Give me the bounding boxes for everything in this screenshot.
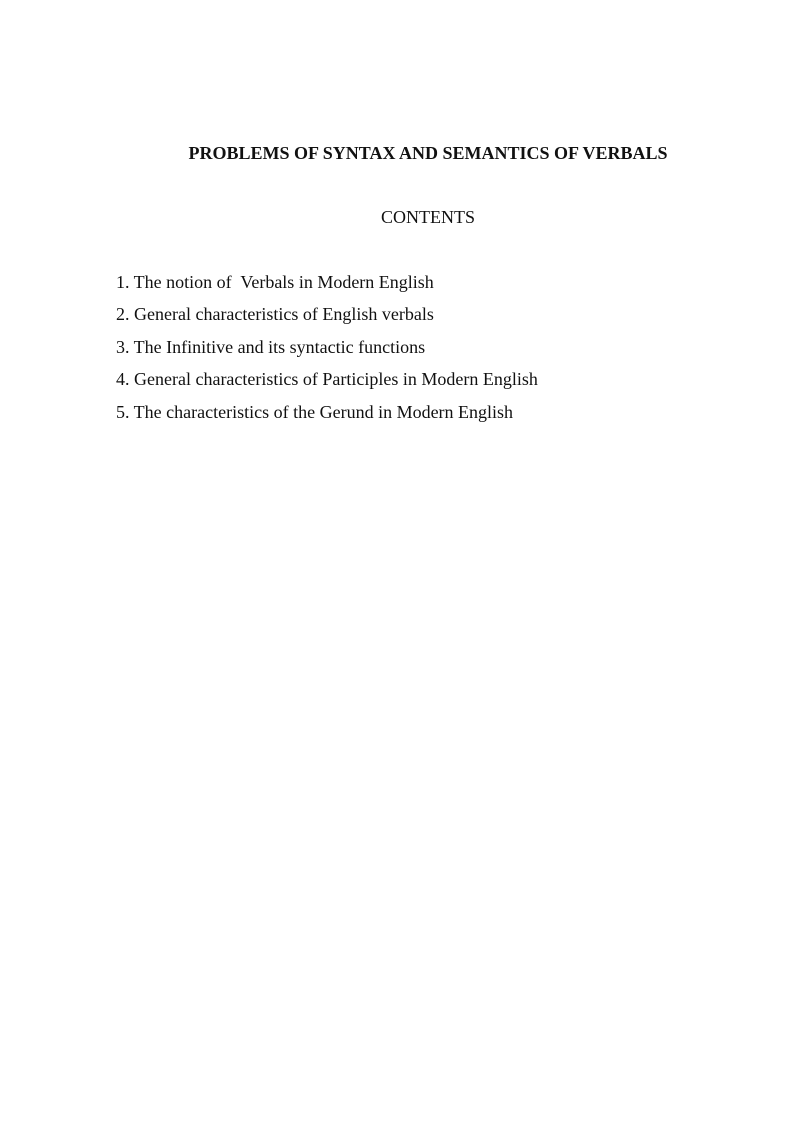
toc-item: 5. The characteristics of the Gerund in Modern English	[116, 401, 514, 422]
toc-item: 1. The notion of Verbals in Modern English	[116, 272, 434, 292]
toc-item: 4. General characteristics of Participles in Modern English	[116, 369, 538, 390]
table-of-contents	[116, 272, 538, 434]
toc-item: 2. General characteristics of English verbals	[116, 304, 434, 325]
toc-item: 3. The Infinitive and its syntactic functions	[116, 336, 426, 357]
document-title: PROBLEMS OF SYNTAX AND SEMANTICS OF VERBALS	[188, 143, 668, 163]
contents-heading: CONTENTS	[381, 207, 475, 227]
